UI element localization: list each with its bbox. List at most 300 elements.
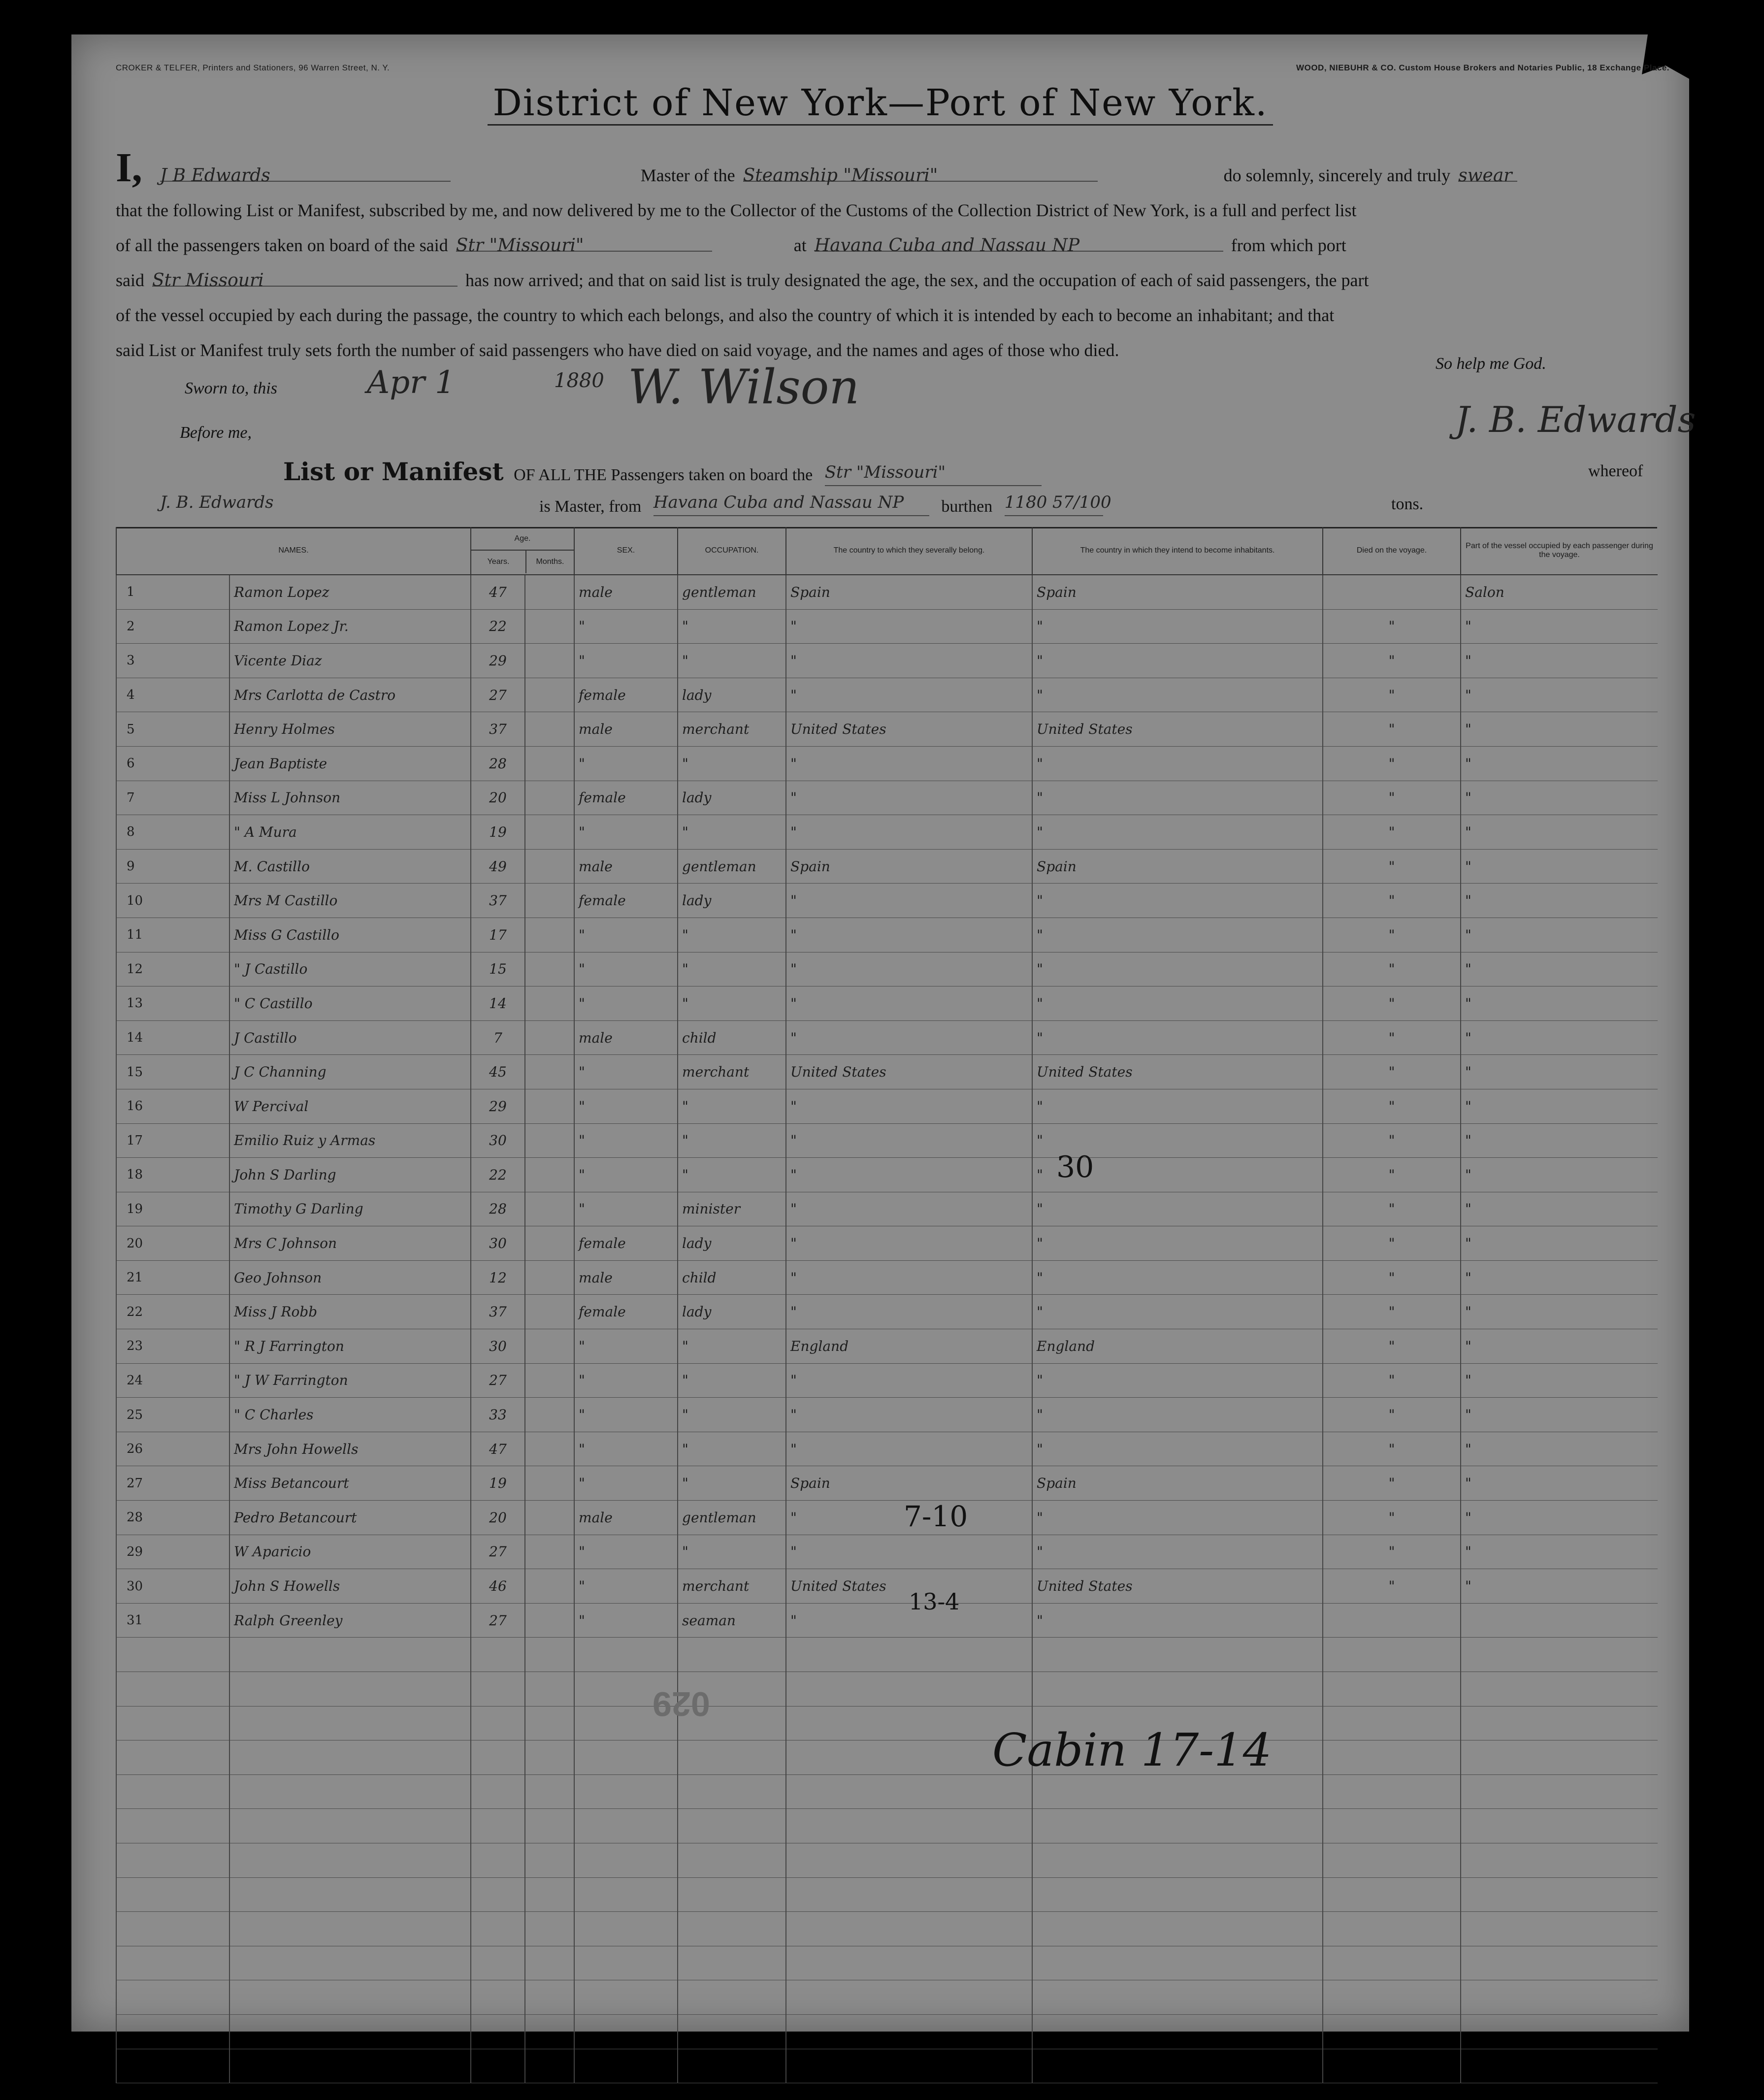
empty-cell xyxy=(116,1946,229,1980)
age-months xyxy=(525,986,574,1021)
died: " xyxy=(1323,1123,1461,1158)
sex: female xyxy=(574,781,678,815)
table-row xyxy=(116,781,1658,815)
empty-cell xyxy=(786,1809,1032,1843)
empty-cell xyxy=(116,1843,229,1877)
occupation: minister xyxy=(678,1192,786,1226)
vessel-name-3: Str Missouri xyxy=(152,263,457,287)
empty-cell xyxy=(574,2014,678,2049)
oath-line-6: said List or Manifest truly sets forth the number of said passengers who have died on said voyage, and the names and ages of those who died. xyxy=(116,340,1119,360)
age-months xyxy=(525,1329,574,1364)
age-years: 30 xyxy=(471,1226,525,1261)
so-help-me-god: So help me God. xyxy=(1436,355,1546,373)
country-belong: Spain xyxy=(786,849,1032,884)
empty-cell xyxy=(116,1740,229,1775)
country-belong: United States xyxy=(786,712,1032,747)
row-number: 29 xyxy=(116,1535,229,1569)
age-months xyxy=(525,781,574,815)
empty-cell xyxy=(471,1672,525,1706)
country-belong: " xyxy=(786,918,1032,952)
table-row xyxy=(116,1123,1658,1158)
country-inhabit: " xyxy=(1032,918,1323,952)
country-inhabit: " xyxy=(1032,1398,1323,1432)
table-row xyxy=(116,986,1658,1021)
occupation: " xyxy=(678,1158,786,1192)
country-belong: " xyxy=(786,678,1032,712)
row-number: 30 xyxy=(116,1569,229,1604)
occupation: " xyxy=(678,1466,786,1501)
country-inhabit: " xyxy=(1032,1260,1323,1295)
age-years: 7 xyxy=(471,1020,525,1055)
table-row xyxy=(116,1432,1658,1466)
died: " xyxy=(1323,1501,1461,1535)
empty-cell xyxy=(229,1843,471,1877)
occupation: seaman xyxy=(678,1603,786,1638)
passenger-name: " A Mura xyxy=(229,815,471,850)
empty-cell xyxy=(229,1740,471,1775)
vessel-part: Salon xyxy=(1461,575,1658,609)
col-country-belong: The country to which they severally belong. xyxy=(786,527,1032,575)
empty-cell xyxy=(471,1877,525,1912)
sex: male xyxy=(574,712,678,747)
died: " xyxy=(1323,952,1461,986)
age-years: 29 xyxy=(471,1089,525,1123)
vessel-part: " xyxy=(1461,1432,1658,1466)
empty-cell xyxy=(1032,2014,1323,2049)
country-inhabit: United States xyxy=(1032,712,1323,747)
empty-cell xyxy=(471,1740,525,1775)
row-number: 13 xyxy=(116,986,229,1021)
occupation: " xyxy=(678,1398,786,1432)
empty-cell xyxy=(1032,1877,1323,1912)
country-belong: " xyxy=(786,1398,1032,1432)
died xyxy=(1323,1603,1461,1638)
age-years: 17 xyxy=(471,918,525,952)
col-occupation: OCCUPATION. xyxy=(678,527,786,575)
country-inhabit: " xyxy=(1032,781,1323,815)
empty-cell xyxy=(786,1672,1032,1706)
empty-cell xyxy=(525,1638,574,1672)
empty-cell xyxy=(678,1809,786,1843)
vessel-part: " xyxy=(1461,986,1658,1021)
broker-imprint: WOOD, NIEBUHR & CO. Custom House Brokers and Notaries Public, 18 Exchange Place. xyxy=(1296,63,1669,72)
occupation: " xyxy=(678,609,786,644)
age-years: 30 xyxy=(471,1329,525,1364)
row-number: 24 xyxy=(116,1363,229,1398)
vessel-part: " xyxy=(1461,1055,1658,1089)
occupation: " xyxy=(678,644,786,678)
sex: male xyxy=(574,1260,678,1295)
row-number: 25 xyxy=(116,1398,229,1432)
country-inhabit: " xyxy=(1032,1158,1323,1192)
empty-row xyxy=(116,2014,1658,2049)
occupation: merchant xyxy=(678,712,786,747)
empty-cell xyxy=(678,1912,786,1946)
occupation: lady xyxy=(678,781,786,815)
vessel-part: " xyxy=(1461,712,1658,747)
empty-cell xyxy=(786,1843,1032,1877)
empty-cell xyxy=(525,1946,574,1980)
country-inhabit: United States xyxy=(1032,1055,1323,1089)
age-months xyxy=(525,815,574,850)
table-row xyxy=(116,1158,1658,1192)
vessel-part: " xyxy=(1461,1123,1658,1158)
printer-imprint: CROKER & TELFER, Printers and Stationers, 96 Warren Street, N. Y. xyxy=(116,63,390,72)
row-number: 7 xyxy=(116,781,229,815)
vessel-name-4: Str "Missouri" xyxy=(825,462,1042,486)
table-row xyxy=(116,1089,1658,1123)
empty-cell xyxy=(525,1740,574,1775)
died: " xyxy=(1323,1158,1461,1192)
age-months xyxy=(525,1123,574,1158)
country-belong: " xyxy=(786,1020,1032,1055)
country-inhabit: " xyxy=(1032,1535,1323,1569)
vessel-part xyxy=(1461,1603,1658,1638)
empty-row xyxy=(116,1672,1658,1706)
age-months xyxy=(525,1603,574,1638)
empty-cell xyxy=(678,1740,786,1775)
country-inhabit: Spain xyxy=(1032,849,1323,884)
empty-cell xyxy=(1323,1774,1461,1809)
country-inhabit: " xyxy=(1032,1089,1323,1123)
empty-cell xyxy=(229,1706,471,1740)
empty-cell xyxy=(1461,2049,1658,2083)
row-number: 27 xyxy=(116,1466,229,1501)
age-years: 19 xyxy=(471,1466,525,1501)
empty-cell xyxy=(116,2049,229,2083)
vessel-part: " xyxy=(1461,952,1658,986)
age-years: 33 xyxy=(471,1398,525,1432)
empty-row xyxy=(116,1912,1658,1946)
empty-cell xyxy=(1032,1946,1323,1980)
died: " xyxy=(1323,1295,1461,1329)
age-years: 49 xyxy=(471,849,525,884)
occupation: " xyxy=(678,1329,786,1364)
country-belong: " xyxy=(786,986,1032,1021)
empty-cell xyxy=(678,1843,786,1877)
passenger-name: " C Castillo xyxy=(229,986,471,1021)
empty-row xyxy=(116,2049,1658,2083)
country-belong: " xyxy=(786,1363,1032,1398)
page-stamp: 029 xyxy=(653,1685,710,1723)
age-months xyxy=(525,575,574,609)
country-inhabit: " xyxy=(1032,1020,1323,1055)
died: " xyxy=(1323,1398,1461,1432)
age-years: 20 xyxy=(471,781,525,815)
country-belong: Spain xyxy=(786,1466,1032,1501)
passenger-name: John S Howells xyxy=(229,1569,471,1604)
sex: " xyxy=(574,1603,678,1638)
sex: " xyxy=(574,1123,678,1158)
empty-cell xyxy=(1032,1672,1323,1706)
row-number: 11 xyxy=(116,918,229,952)
empty-cell xyxy=(786,1946,1032,1980)
empty-cell xyxy=(1461,1980,1658,2015)
died: " xyxy=(1323,1432,1461,1466)
passenger-name: John S Darling xyxy=(229,1158,471,1192)
age-years: 37 xyxy=(471,1295,525,1329)
age-months xyxy=(525,918,574,952)
tonnage: 1180 57/100 xyxy=(1005,492,1103,516)
age-months xyxy=(525,1089,574,1123)
master-name-2: J. B. Edwards xyxy=(160,492,274,512)
sex: " xyxy=(574,986,678,1021)
country-belong: " xyxy=(786,781,1032,815)
empty-cell xyxy=(525,1912,574,1946)
age-years: 47 xyxy=(471,575,525,609)
passenger-name: Mrs M Castillo xyxy=(229,884,471,918)
country-belong: " xyxy=(786,644,1032,678)
empty-cell xyxy=(1323,1877,1461,1912)
table-row xyxy=(116,575,1658,609)
age-years: 37 xyxy=(471,884,525,918)
age-months xyxy=(525,1192,574,1226)
age-years: 27 xyxy=(471,1603,525,1638)
age-months xyxy=(525,644,574,678)
country-inhabit: Spain xyxy=(1032,1466,1323,1501)
empty-cell xyxy=(229,2049,471,2083)
empty-row xyxy=(116,1774,1658,1809)
vessel-part: " xyxy=(1461,1158,1658,1192)
occupation: " xyxy=(678,1089,786,1123)
passenger-name: Geo Johnson xyxy=(229,1260,471,1295)
empty-cell xyxy=(678,1877,786,1912)
age-months xyxy=(525,1158,574,1192)
empty-cell xyxy=(1323,1980,1461,2015)
vessel-part: " xyxy=(1461,1295,1658,1329)
country-belong: " xyxy=(786,1535,1032,1569)
empty-cell xyxy=(229,1672,471,1706)
occupation: " xyxy=(678,1363,786,1398)
oath-line-2: that the following List or Manifest, subscribed by me, and now delivered by me to the Collector of the Customs of the Collection District of New York, is a full and perfect list xyxy=(116,200,1357,220)
passenger-name: " J Castillo xyxy=(229,952,471,986)
age-years: 47 xyxy=(471,1432,525,1466)
sex: " xyxy=(574,918,678,952)
age-years: 45 xyxy=(471,1055,525,1089)
row-number: 3 xyxy=(116,644,229,678)
passenger-table xyxy=(116,527,1658,2083)
sex: " xyxy=(574,1466,678,1501)
vessel-part: " xyxy=(1461,644,1658,678)
empty-cell xyxy=(1461,1946,1658,1980)
country-belong: United States xyxy=(786,1569,1032,1604)
country-inhabit: United States xyxy=(1032,1569,1323,1604)
row-number: 20 xyxy=(116,1226,229,1261)
table-row xyxy=(116,1569,1658,1604)
row-number: 9 xyxy=(116,849,229,884)
empty-cell xyxy=(1032,1809,1323,1843)
age-years: 22 xyxy=(471,1158,525,1192)
age-months xyxy=(525,1020,574,1055)
occupation: " xyxy=(678,1535,786,1569)
vessel-part: " xyxy=(1461,1226,1658,1261)
country-inhabit: " xyxy=(1032,1226,1323,1261)
empty-cell xyxy=(1323,1809,1461,1843)
occupation: merchant xyxy=(678,1569,786,1604)
master-name: J B Edwards xyxy=(160,158,451,182)
country-inhabit: " xyxy=(1032,1123,1323,1158)
row-number: 14 xyxy=(116,1020,229,1055)
passenger-name: Miss G Castillo xyxy=(229,918,471,952)
age-months xyxy=(525,1226,574,1261)
age-months xyxy=(525,1432,574,1466)
empty-cell xyxy=(1032,1843,1323,1877)
table-row xyxy=(116,746,1658,781)
empty-cell xyxy=(229,1912,471,1946)
age-months xyxy=(525,1363,574,1398)
row-number: 16 xyxy=(116,1089,229,1123)
col-died: Died on the voyage. xyxy=(1323,527,1461,575)
age-months xyxy=(525,952,574,986)
died: " xyxy=(1323,1466,1461,1501)
occupation: " xyxy=(678,986,786,1021)
died: " xyxy=(1323,1363,1461,1398)
vessel-part: " xyxy=(1461,1363,1658,1398)
master-signature: J. B. Edwards xyxy=(1455,399,1696,440)
ports-of-departure: Havana Cuba and Nassau NP xyxy=(815,228,1223,252)
passenger-name: Mrs John Howells xyxy=(229,1432,471,1466)
sex: " xyxy=(574,1192,678,1226)
died: " xyxy=(1323,781,1461,815)
sex: " xyxy=(574,1055,678,1089)
empty-cell xyxy=(574,2049,678,2083)
sex: " xyxy=(574,1329,678,1364)
sex: male xyxy=(574,1020,678,1055)
empty-cell xyxy=(525,1843,574,1877)
died: " xyxy=(1323,918,1461,952)
country-inhabit: England xyxy=(1032,1329,1323,1364)
row-number: 1 xyxy=(116,575,229,609)
age-months xyxy=(525,1501,574,1535)
empty-cell xyxy=(525,1774,574,1809)
empty-cell xyxy=(678,1774,786,1809)
table-row xyxy=(116,712,1658,747)
sex: " xyxy=(574,952,678,986)
occupation: gentleman xyxy=(678,575,786,609)
row-number: 4 xyxy=(116,678,229,712)
row-number: 12 xyxy=(116,952,229,986)
died: " xyxy=(1323,1055,1461,1089)
sex: " xyxy=(574,1432,678,1466)
table-row xyxy=(116,1055,1658,1089)
empty-cell xyxy=(229,1774,471,1809)
oath-paragraph: I, J B Edwards Master of the Steamship "Missouri" do solemnly, sincerely and truly swear that the following List or Manifest, subscribed by me, and now delivered by me to the Collector of the Customs of the Collection District of New York, is a full and perfect list of all the passengers taken on board of the said Str "Missouri" at Havana Cuba and Nassau NP from which port said Str Missouri has now arrived; and that on said list is truly designated the age, the sex, and the occupation of each of said passengers, the part of the vessel occupied by each during the passage, the country to which each belongs, and also the country of which it is intended by each to become an inhabitant; and that said List or Manifest truly sets forth the number of said passengers who have died on said voyage, and the names and ages of those who died. xyxy=(116,151,1657,368)
empty-cell xyxy=(525,1809,574,1843)
age-years: 27 xyxy=(471,1363,525,1398)
signature-block: So help me God. Sworn to, this Apr 1 1880 W. Wilson Before me, J. B. Edwards List or Manifest OF ALL THE Passengers taken on board the Str "Missouri" whereof J. B. Edwards is Master, from Havana Cuba and Nassau NP burthen 1180 57/100 tons. xyxy=(116,374,1657,532)
empty-cell xyxy=(574,1980,678,2015)
age-years: 46 xyxy=(471,1569,525,1604)
empty-cell xyxy=(116,1877,229,1912)
count-note: 30 xyxy=(1056,1150,1094,1184)
col-sex: SEX. xyxy=(574,527,678,575)
vessel-part: " xyxy=(1461,1192,1658,1226)
empty-cell xyxy=(471,1774,525,1809)
table-row xyxy=(116,1363,1658,1398)
sex: female xyxy=(574,884,678,918)
empty-cell xyxy=(229,1980,471,2015)
country-inhabit: " xyxy=(1032,746,1323,781)
passenger-name: Emilio Ruiz y Armas xyxy=(229,1123,471,1158)
empty-cell xyxy=(1323,2014,1461,2049)
table-row xyxy=(116,918,1658,952)
died: " xyxy=(1323,1260,1461,1295)
country-belong: " xyxy=(786,746,1032,781)
empty-cell xyxy=(786,2049,1032,2083)
age-years: 28 xyxy=(471,746,525,781)
died: " xyxy=(1323,746,1461,781)
country-inhabit: " xyxy=(1032,1192,1323,1226)
empty-cell xyxy=(1032,1638,1323,1672)
passenger-name: " R J Farrington xyxy=(229,1329,471,1364)
empty-cell xyxy=(1323,1740,1461,1775)
vessel-part: " xyxy=(1461,1398,1658,1432)
died: " xyxy=(1323,849,1461,884)
age-months xyxy=(525,609,574,644)
country-belong: " xyxy=(786,952,1032,986)
age-months xyxy=(525,712,574,747)
age-years: 27 xyxy=(471,678,525,712)
empty-row xyxy=(116,1809,1658,1843)
table-row xyxy=(116,1603,1658,1638)
table-row xyxy=(116,849,1658,884)
country-inhabit: " xyxy=(1032,815,1323,850)
tally-note-a: 7-10 xyxy=(904,1500,968,1533)
row-number: 2 xyxy=(116,609,229,644)
vessel-part: " xyxy=(1461,1535,1658,1569)
sex: male xyxy=(574,1501,678,1535)
empty-cell xyxy=(116,1638,229,1672)
passenger-name: Miss L Johnson xyxy=(229,781,471,815)
died: " xyxy=(1323,1569,1461,1604)
passenger-name: J Castillo xyxy=(229,1020,471,1055)
sex: " xyxy=(574,815,678,850)
col-age: Age. Years. Months. xyxy=(471,527,574,575)
occupation: child xyxy=(678,1260,786,1295)
oath-i: I, xyxy=(116,145,142,191)
empty-cell xyxy=(786,1638,1032,1672)
occupation: lady xyxy=(678,884,786,918)
empty-cell xyxy=(574,1638,678,1672)
country-inhabit: Spain xyxy=(1032,575,1323,609)
country-inhabit: " xyxy=(1032,1501,1323,1535)
age-years: 28 xyxy=(471,1192,525,1226)
occupation: gentleman xyxy=(678,1501,786,1535)
sworn-date: Apr 1 xyxy=(367,364,455,401)
age-years: 14 xyxy=(471,986,525,1021)
age-years: 20 xyxy=(471,1501,525,1535)
manifest-sheet xyxy=(71,34,1696,2032)
sex: " xyxy=(574,1398,678,1432)
empty-cell xyxy=(678,2049,786,2083)
country-belong: " xyxy=(786,1158,1032,1192)
sex: " xyxy=(574,644,678,678)
died: " xyxy=(1323,986,1461,1021)
table-row xyxy=(116,884,1658,918)
empty-cell xyxy=(1461,1672,1658,1706)
table-row xyxy=(116,644,1658,678)
died: " xyxy=(1323,1535,1461,1569)
occupation: " xyxy=(678,1123,786,1158)
country-belong: " xyxy=(786,815,1032,850)
row-number: 31 xyxy=(116,1603,229,1638)
empty-cell xyxy=(1461,1774,1658,1809)
occupation: " xyxy=(678,1432,786,1466)
row-number: 18 xyxy=(116,1158,229,1192)
table-row xyxy=(116,1329,1658,1364)
empty-cell xyxy=(525,2049,574,2083)
empty-cell xyxy=(1323,1638,1461,1672)
